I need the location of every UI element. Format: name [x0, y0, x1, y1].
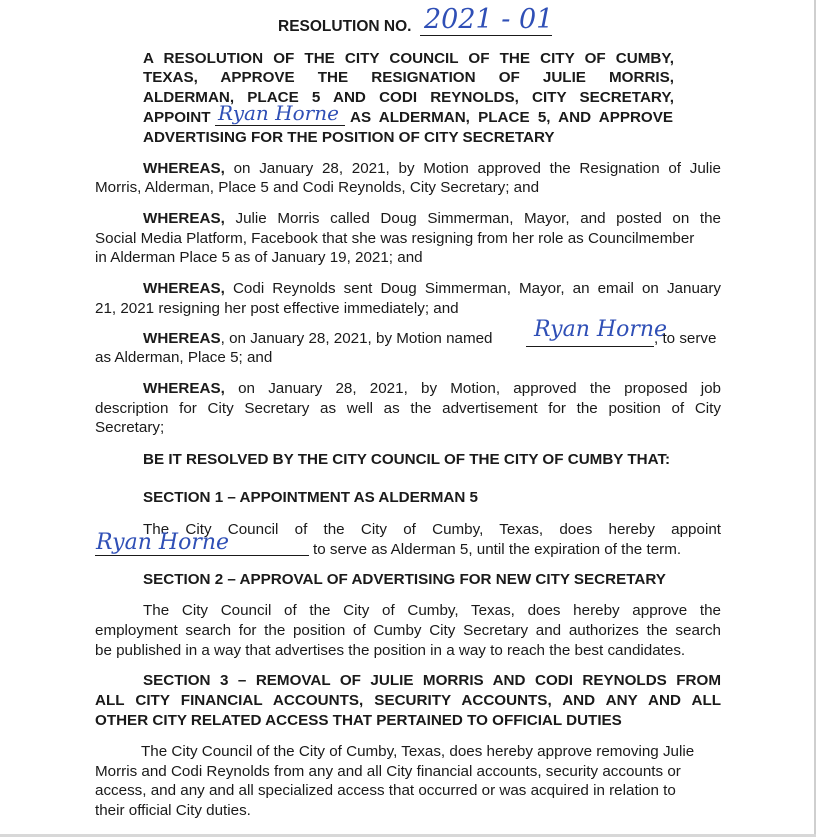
whereas-text: , on January 28, 2021, by Motion named	[220, 330, 493, 347]
whereas-3-line-1	[143, 279, 721, 298]
whereas-2-line-3: in Alderman Place 5 as of January 19, 2021; and	[95, 249, 423, 266]
resolution-number-underline	[420, 35, 552, 36]
title-line-4-suffix: AS ALDERMAN, PLACE 5, AND APPROVE	[350, 109, 673, 126]
whereas-5-line-1	[143, 379, 721, 398]
whereas-label: WHEREAS,	[143, 160, 225, 177]
whereas-2-line-2: Social Media Platform, Facebook that she was resigning from her role as Councilmember	[95, 230, 695, 247]
whereas-3-line-2: 21, 2021 resigning her post effective immediately; and	[95, 300, 459, 317]
title-line-4-prefix: APPOINT	[143, 109, 211, 126]
section-2-line-1: The City Council of the City of Cumby, Texas, does hereby approve the	[143, 602, 721, 619]
section-2-line-2: employment search for the position of Cumby City Secretary and authorizes the search	[95, 622, 721, 639]
whereas-label: WHEREAS,	[143, 380, 225, 397]
section-1-heading: SECTION 1 – APPOINTMENT AS ALDERMAN 5	[143, 489, 478, 506]
whereas-1-line-1	[143, 159, 721, 178]
title-line-1: A RESOLUTION OF THE CITY COUNCIL OF THE CITY OF CUMBY,	[143, 50, 674, 67]
title-handwritten-name: Ryan Horne	[218, 101, 339, 125]
section-3-line-2: Morris and Codi Reynolds from any and all City financial accounts, security accounts or	[95, 763, 681, 780]
title-line-5: ADVERTISING FOR THE POSITION OF CITY SECRETARY	[143, 129, 555, 146]
whereas-5-line-2: description for City Secretary as well as the advertisement for the position of City	[95, 400, 721, 417]
section-3-line-4: their official City duties.	[95, 802, 251, 819]
whereas-1-line-2: Morris, Alderman, Place 5 and Codi Reynolds, City Secretary; and	[95, 179, 540, 196]
section-2-heading: SECTION 2 – APPROVAL OF ADVERTISING FOR NEW CITY SECRETARY	[143, 571, 666, 588]
whereas-4-line-1	[143, 329, 493, 348]
whereas-4-handwritten-name: Ryan Horne	[534, 317, 668, 342]
whereas-text: on January 28, 2021, by Motion approved the Resignation of Julie	[233, 160, 721, 177]
section-1-blank	[95, 555, 309, 556]
resolution-label: RESOLUTION NO.	[278, 18, 412, 35]
whereas-text: Julie Morris called Doug Simmerman, Mayor, and posted on the	[235, 210, 721, 227]
whereas-2-line-1	[143, 209, 721, 228]
section-2-line-3: be published in a way that advertises the position in a way to reach the best candidates.	[95, 642, 686, 659]
whereas-4-blank	[526, 346, 654, 347]
section-3-line-1: The City Council of the City of Cumby, Texas, does hereby approve removing Julie	[141, 743, 695, 760]
section-3-heading-1: SECTION 3 – REMOVAL OF JULIE MORRIS AND CODI REYNOLDS FROM	[143, 672, 721, 689]
whereas-label-plain: WHEREAS	[143, 330, 221, 347]
section-3-line-3: access, and any and all specialized access that occurred or was acquired in relation to	[95, 782, 676, 799]
whereas-label: WHEREAS,	[143, 280, 225, 297]
title-line-2: TEXAS, APPROVE THE RESIGNATION OF JULIE MORRIS,	[143, 69, 674, 86]
whereas-label: WHEREAS,	[143, 210, 225, 227]
section-1-line-2: to serve as Alderman 5, until the expiration of the term.	[313, 541, 682, 558]
whereas-text: on January 28, 2021, by Motion, approved the proposed job	[238, 380, 721, 397]
whereas-4-line-1-end: , to serve	[654, 330, 717, 347]
resolution-number-handwritten: 2021 - 01	[424, 4, 554, 35]
section-1-line-1: The City Council of the City of Cumby, Texas, does hereby appoint	[143, 521, 721, 538]
title-line-3: ALDERMAN, PLACE 5 AND CODI REYNOLDS, CITY SECRETARY,	[143, 89, 674, 106]
whereas-text: Codi Reynolds sent Doug Simmerman, Mayor, an email on January	[232, 280, 721, 297]
title-name-underline	[215, 125, 345, 126]
section-1-handwritten-name: Ryan Horne	[96, 530, 230, 555]
section-3-heading-3: OTHER CITY RELATED ACCESS THAT PERTAINED TO OFFICIAL DUTIES	[95, 712, 622, 729]
whereas-5-line-3: Secretary;	[95, 419, 165, 436]
whereas-4-line-2: as Alderman, Place 5; and	[95, 349, 273, 366]
resolved-heading: BE IT RESOLVED BY THE CITY COUNCIL OF THE CITY OF CUMBY THAT:	[143, 451, 671, 468]
section-3-heading-2: ALL CITY FINANCIAL ACCOUNTS, SECURITY ACCOUNTS, AND ANY AND ALL	[95, 692, 721, 709]
